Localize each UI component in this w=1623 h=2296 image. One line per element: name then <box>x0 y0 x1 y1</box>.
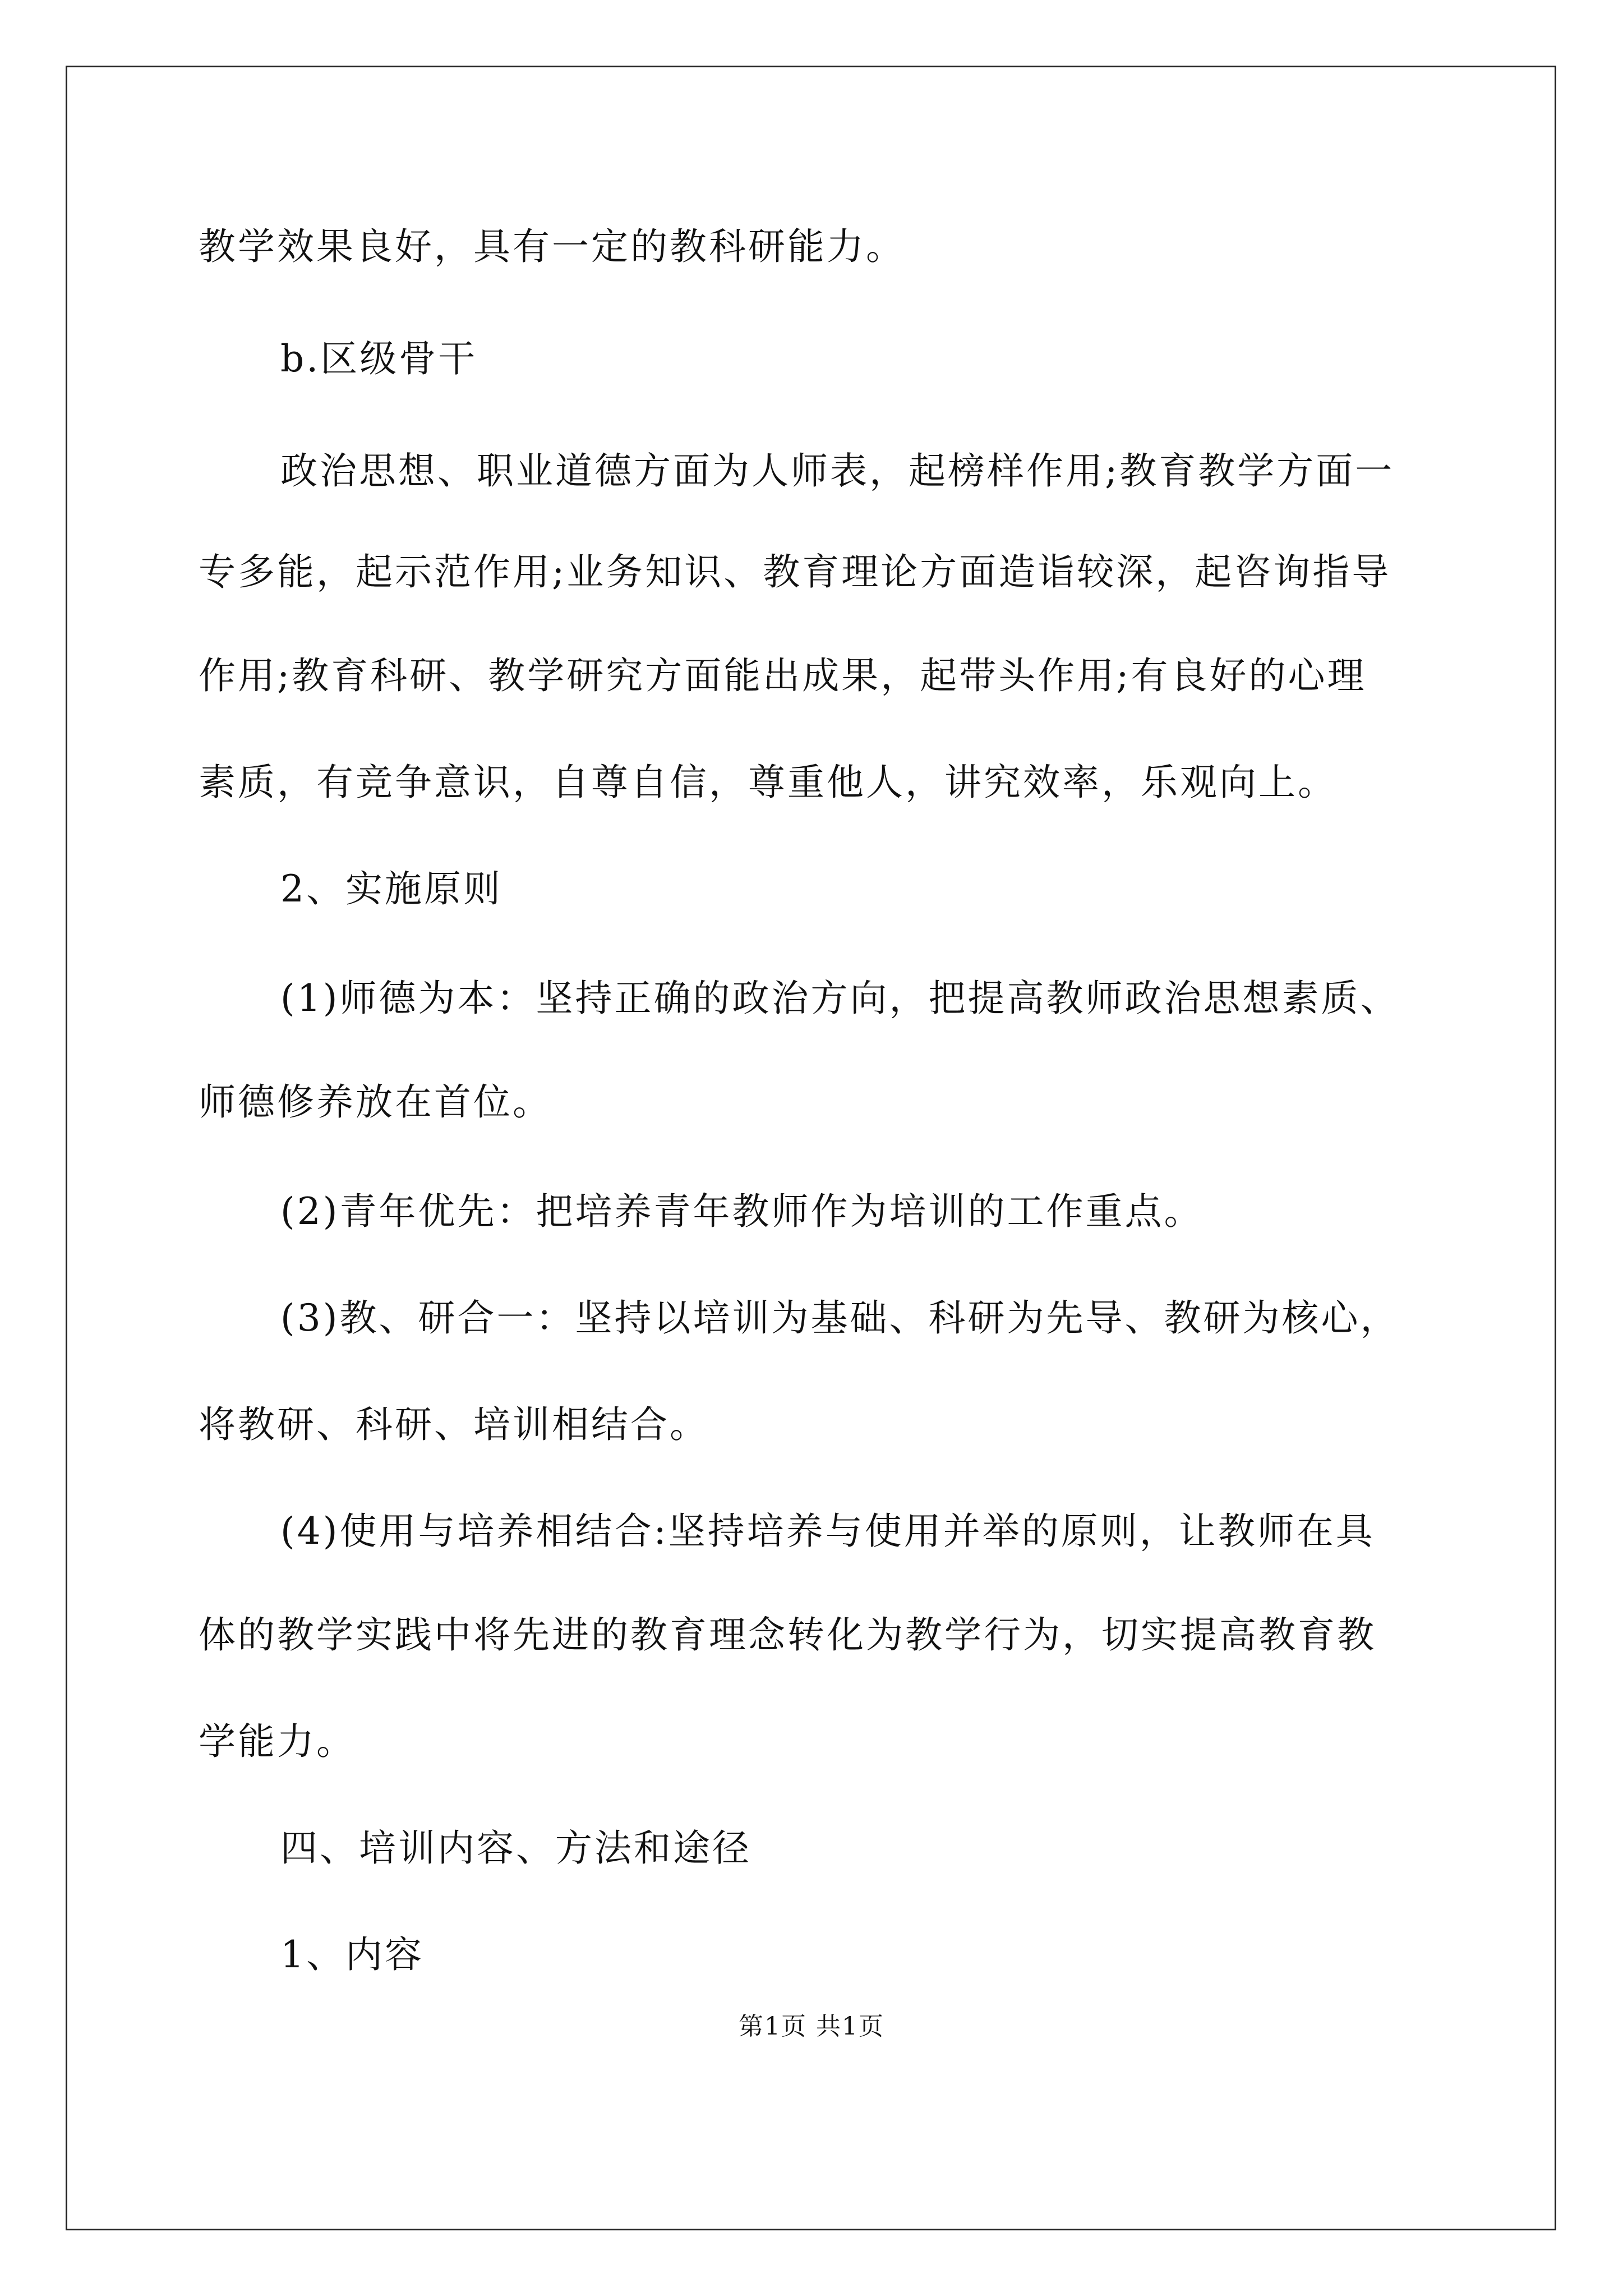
section-heading: 1、内容 <box>280 1933 424 1976</box>
paragraph-line: 将教研、科研、培训相结合。 <box>199 1403 709 1446</box>
section-heading: 四、培训内容、方法和途径 <box>280 1826 751 1870</box>
section-heading: 2、实施原则 <box>280 867 502 910</box>
paragraph-line: 学能力。 <box>199 1720 356 1763</box>
text-line: 教学效果良好，具有一定的教科研能力。 <box>199 225 905 268</box>
paragraph-line: 素质，有竞争意识，自尊自信，尊重他人，讲究效率，乐观向上。 <box>199 761 1337 804</box>
paragraph-line: (4)使用与培养相结合:坚持培养与使用并举的原则，让教师在具 <box>280 1510 1375 1553</box>
paragraph-line: 师德修养放在首位。 <box>199 1080 552 1124</box>
page-footer: 第1页 共1页 <box>739 2012 884 2041</box>
paragraph-line: 政治思想、职业道德方面为人师表，起榜样作用;教育教学方面一 <box>280 449 1395 493</box>
page-border <box>66 66 1556 2230</box>
paragraph-line: 体的教学实践中将先进的教育理念转化为教学行为，切实提高教育教 <box>199 1613 1376 1657</box>
paragraph-line: (3)教、研合一：坚持以培训为基础、科研为先导、教研为核心， <box>280 1296 1400 1340</box>
paragraph-line: (2)青年优先：把培养青年教师作为培训的工作重点。 <box>280 1190 1204 1233</box>
paragraph-line: 专多能，起示范作用;业务知识、教育理论方面造诣较深，起咨询指导 <box>199 550 1391 593</box>
paragraph-line: 作用;教育科研、教学研究方面能出成果，起带头作用;有良好的心理 <box>199 654 1367 697</box>
section-heading: b.区级骨干 <box>280 337 478 380</box>
paragraph-line: (1)师德为本：坚持正确的政治方向，把提高教师政治思想素质、 <box>280 977 1400 1020</box>
